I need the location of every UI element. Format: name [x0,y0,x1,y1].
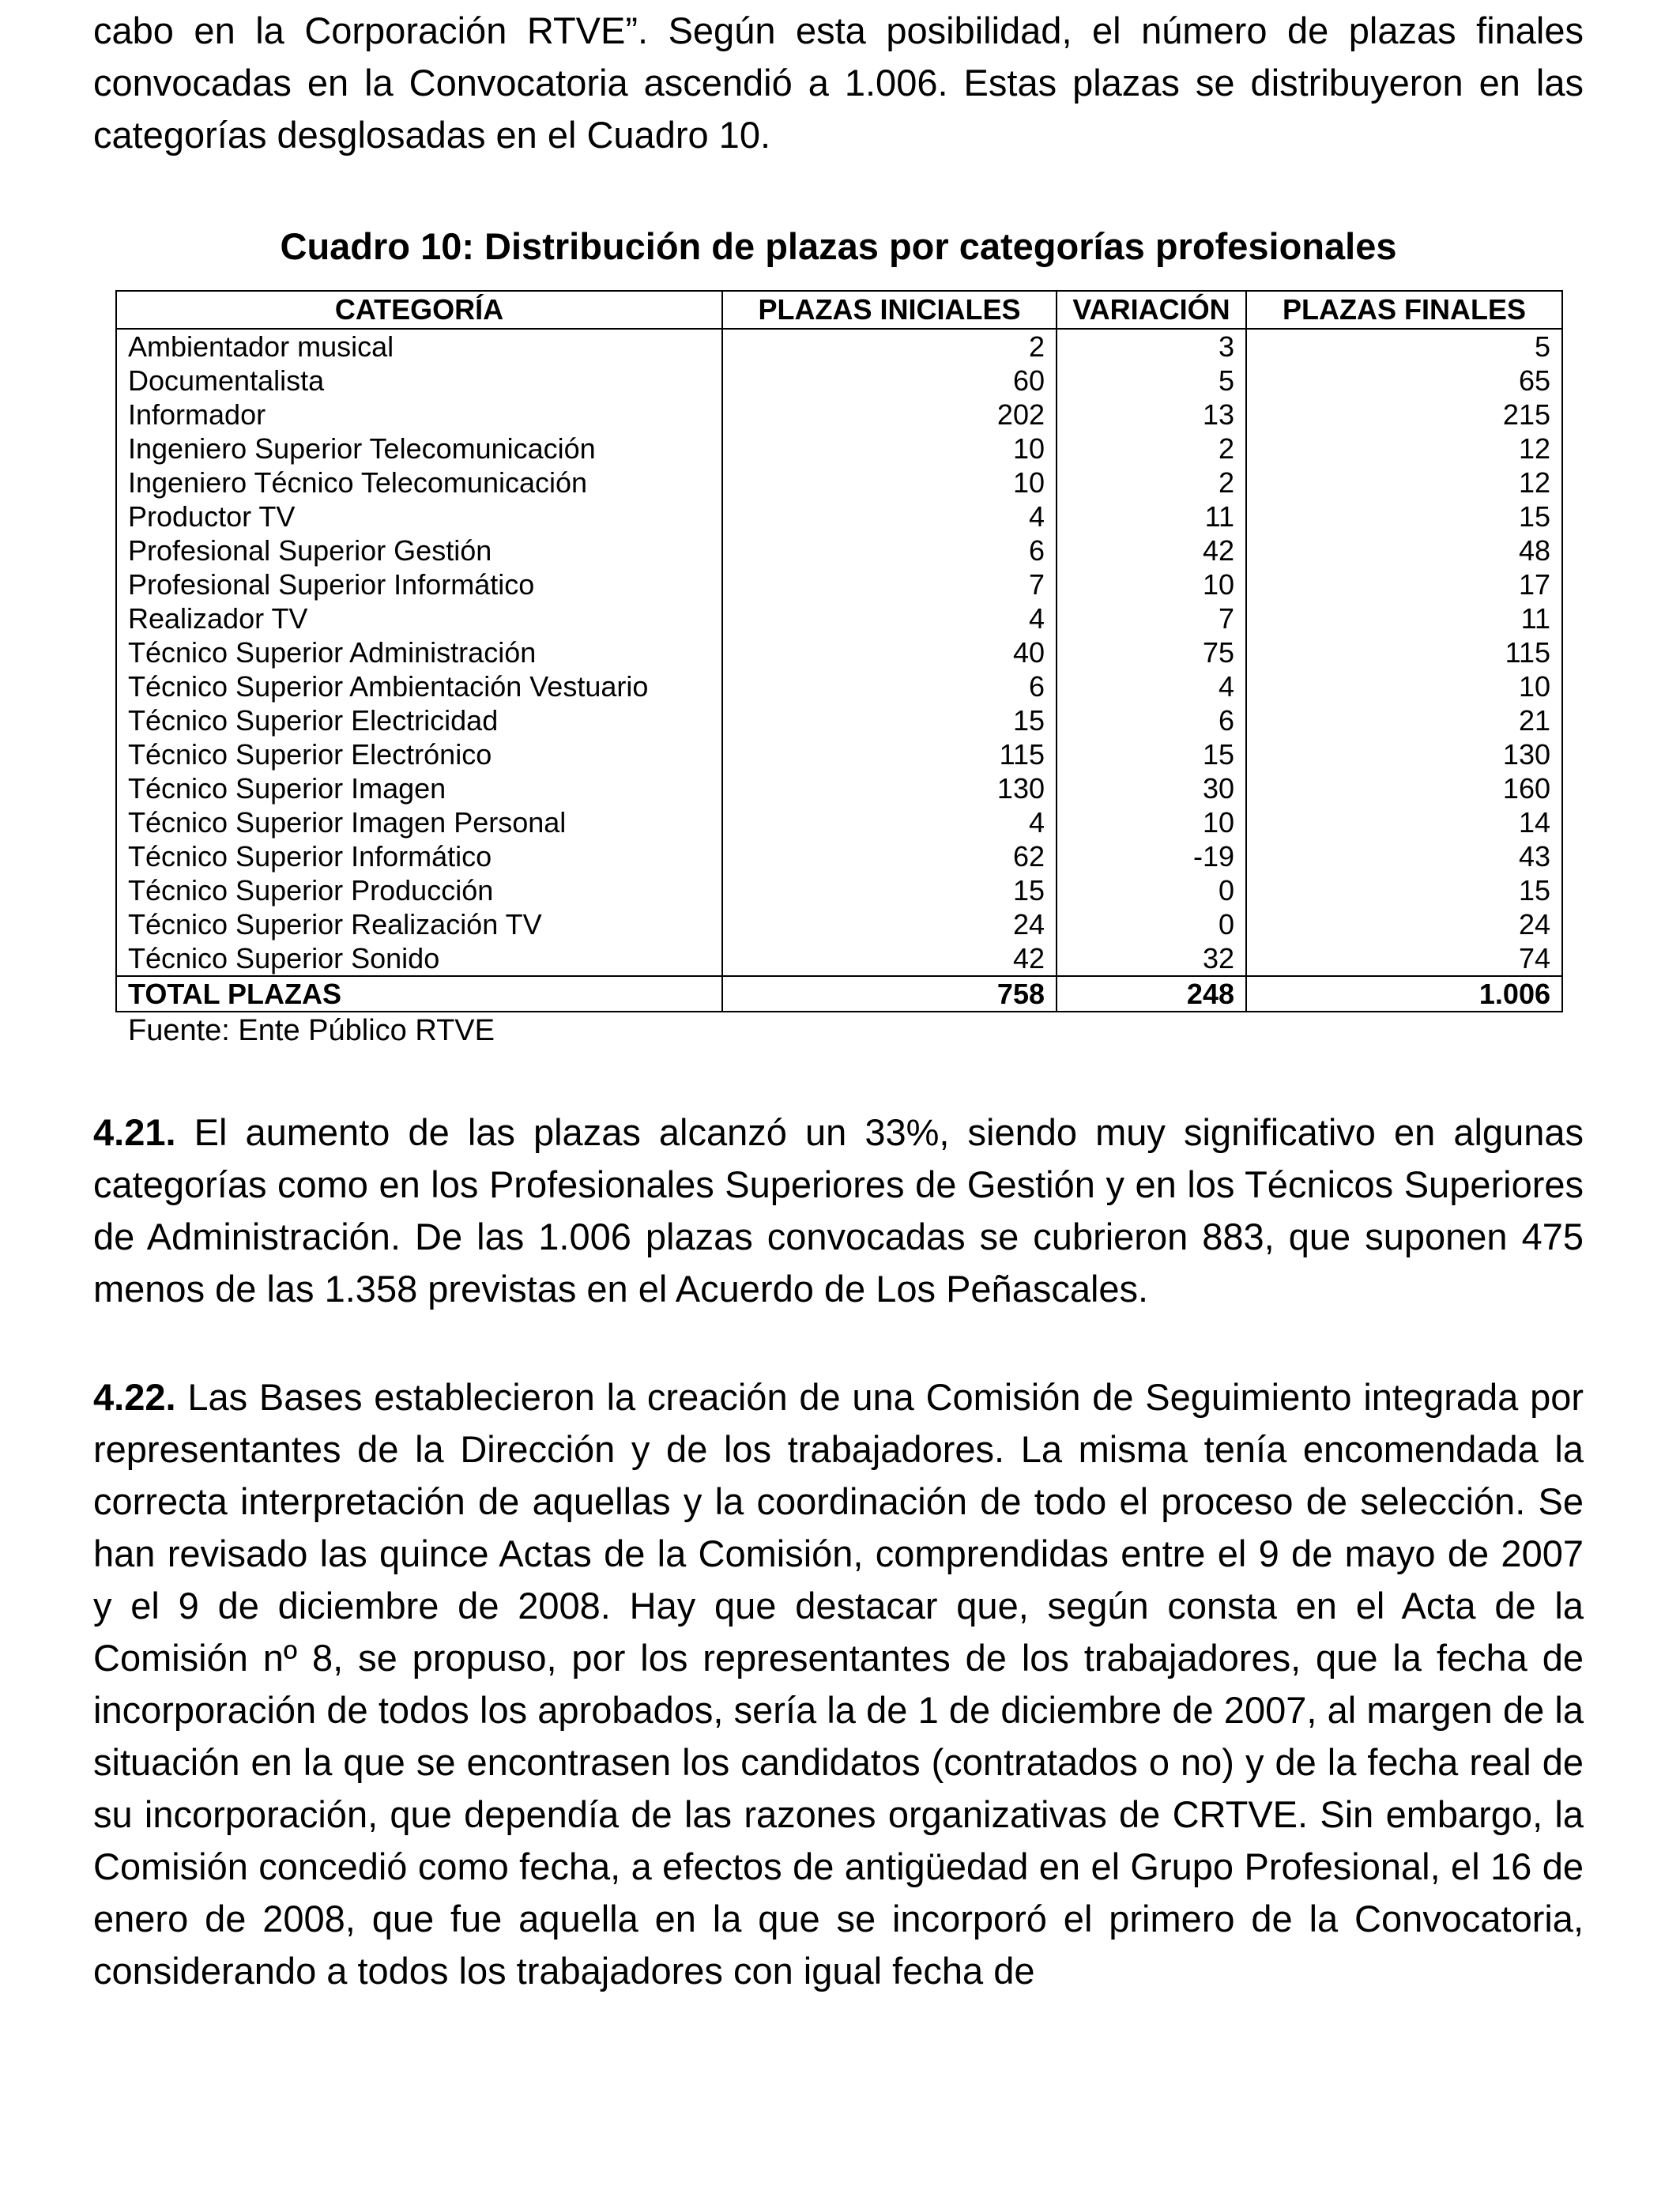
cell-plazas-finales: 65 [1246,364,1562,398]
cell-plazas-iniciales: 7 [722,567,1057,601]
cell-plazas-iniciales: 60 [722,364,1057,398]
cell-plazas-iniciales: 10 [722,432,1057,466]
cell-plazas-finales: 10 [1246,669,1562,703]
cell-plazas-iniciales: 6 [722,669,1057,703]
cell-variacion: 30 [1057,771,1246,805]
cell-plazas-finales: 48 [1246,533,1562,567]
table-row [116,907,1562,941]
paragraph-text: El aumento de las plazas alcanzó un 33%, siendo muy significativo en algunas categorías como en los Profesionales Superiores de Gestión y en los Técnicos Superiores de Administración. De las 1.006 plazas convocadas se cubrieron 883, que suponen 475 menos de las 1.358 previstas en el Acuerdo de Los Peñascales. [93,1111,1584,1310]
cell-variacion: 2 [1057,466,1246,499]
cell-plazas-finales: 14 [1246,805,1562,839]
cell-categoria: Ingeniero Superior Telecomunicación [116,432,722,466]
table-body [116,329,1562,976]
cell-variacion: 0 [1057,907,1246,941]
cell-plazas-finales: 12 [1246,466,1562,499]
total-plazas-finales: 1.006 [1246,976,1562,1012]
table-row [116,601,1562,635]
table-row [116,669,1562,703]
cell-plazas-iniciales: 42 [722,941,1057,976]
cell-variacion: 5 [1057,364,1246,398]
table-caption: Cuadro 10: Distribución de plazas por categorías profesionales [280,225,1397,267]
cell-plazas-iniciales: 24 [722,907,1057,941]
cell-plazas-finales: 130 [1246,737,1562,771]
cell-plazas-finales: 160 [1246,771,1562,805]
cell-categoria: Técnico Superior Electricidad [116,703,722,737]
header-plazas-finales: PLAZAS FINALES [1246,291,1562,329]
table-row [116,805,1562,839]
cell-categoria: Realizador TV [116,601,722,635]
paragraph-number: 4.22. [93,1376,176,1418]
table-row [116,567,1562,601]
cell-plazas-iniciales: 4 [722,805,1057,839]
cell-categoria: Técnico Superior Electrónico [116,737,722,771]
cell-variacion: -19 [1057,839,1246,873]
cell-plazas-iniciales: 2 [722,329,1057,364]
cell-plazas-finales: 12 [1246,432,1562,466]
table-row [116,364,1562,398]
table-header-row [116,291,1562,329]
cell-variacion: 7 [1057,601,1246,635]
cell-variacion: 32 [1057,941,1246,976]
cell-plazas-iniciales: 115 [722,737,1057,771]
cell-plazas-finales: 43 [1246,839,1562,873]
cell-variacion: 15 [1057,737,1246,771]
cell-plazas-finales: 5 [1246,329,1562,364]
cell-variacion: 13 [1057,398,1246,432]
cell-plazas-finales: 115 [1246,635,1562,669]
cell-categoria: Ambientador musical [116,329,722,364]
cell-plazas-iniciales: 62 [722,839,1057,873]
cell-plazas-finales: 74 [1246,941,1562,976]
cell-categoria: Técnico Superior Realización TV [116,907,722,941]
table-row [116,466,1562,499]
table-row [116,329,1562,364]
table-row [116,703,1562,737]
table-row [116,873,1562,907]
cell-plazas-iniciales: 202 [722,398,1057,432]
cell-plazas-iniciales: 130 [722,771,1057,805]
cell-categoria: Documentalista [116,364,722,398]
total-label: TOTAL PLAZAS [116,976,722,1012]
cell-plazas-finales: 17 [1246,567,1562,601]
cell-plazas-finales: 215 [1246,398,1562,432]
table-source: Fuente: Ente Público RTVE [128,1014,495,1047]
cell-categoria: Técnico Superior Ambientación Vestuario [116,669,722,703]
table-row [116,737,1562,771]
cell-categoria: Técnico Superior Administración [116,635,722,669]
table-row [116,839,1562,873]
header-variacion: VARIACIÓN [1057,291,1246,329]
cell-plazas-finales: 21 [1246,703,1562,737]
intro-paragraph: cabo en la Corporación RTVE”. Según esta posibilidad, el número de plazas finales convocadas en la Convocatoria ascendió a 1.006. Estas plazas se distribuyeron en las categorías desglosadas en el Cuadro 10. [93,9,1584,156]
table-total-row [116,976,1562,1012]
cell-plazas-iniciales: 15 [722,703,1057,737]
table-row [116,533,1562,567]
cell-plazas-iniciales: 4 [722,499,1057,533]
cell-variacion: 0 [1057,873,1246,907]
cell-variacion: 10 [1057,805,1246,839]
cell-variacion: 3 [1057,329,1246,364]
table-row [116,941,1562,976]
cell-categoria: Técnico Superior Imagen [116,771,722,805]
table-row [116,432,1562,466]
cell-categoria: Ingeniero Técnico Telecomunicación [116,466,722,499]
total-variacion: 248 [1057,976,1246,1012]
paragraph-4-22 [93,1371,1584,1997]
cell-categoria: Técnico Superior Imagen Personal [116,805,722,839]
cell-plazas-iniciales: 15 [722,873,1057,907]
total-plazas-iniciales: 758 [722,976,1057,1012]
paragraph-text: Las Bases establecieron la creación de una Comisión de Seguimiento integrada por representantes de la Dirección y de los trabajadores. La misma tenía encomendada la correcta interpretación de aquellas y la coordinación de todo el proceso de selección. Se han revisado las quince Actas de la Comisión, comprendidas entre el 9 de mayo de 2007 y el 9 de diciembre de 2008. Hay que destacar que, según consta en el Acta de la Comisión nº 8, se propuso, por los representantes de los trabajadores, que la fecha de incorporación de todos los aprobados, sería la de 1 de diciembre de 2007, al margen de la situación en la que se encontrasen los candidatos (contratados o no) y de la fecha real de su incorporación, que dependía de las razones organizativas de CRTVE. Sin embargo, la Comisión concedió como fecha, a efectos de antigüedad en el Grupo Profesional, el 16 de enero de 2008, que fue aquella en la que se incorporó el primero de la Convocatoria, considerando a todos los trabajadores con igual fecha de [93,1376,1584,1992]
cell-plazas-iniciales: 40 [722,635,1057,669]
positions-table [115,290,1563,1012]
cell-plazas-finales: 15 [1246,873,1562,907]
cell-categoria: Profesional Superior Informático [116,567,722,601]
cell-variacion: 2 [1057,432,1246,466]
cell-variacion: 42 [1057,533,1246,567]
cell-plazas-finales: 24 [1246,907,1562,941]
table-row [116,398,1562,432]
cell-plazas-iniciales: 6 [722,533,1057,567]
cell-variacion: 11 [1057,499,1246,533]
table-row [116,635,1562,669]
cell-categoria: Técnico Superior Producción [116,873,722,907]
cell-categoria: Profesional Superior Gestión [116,533,722,567]
cell-categoria: Productor TV [116,499,722,533]
paragraph-number: 4.21. [93,1111,176,1153]
cell-variacion: 75 [1057,635,1246,669]
cell-categoria: Informador [116,398,722,432]
header-plazas-iniciales: PLAZAS INICIALES [722,291,1057,329]
table-container [115,290,1561,1012]
cell-variacion: 10 [1057,567,1246,601]
table-row [116,499,1562,533]
cell-plazas-finales: 11 [1246,601,1562,635]
header-categoria: CATEGORÍA [116,291,722,329]
cell-plazas-iniciales: 4 [722,601,1057,635]
cell-variacion: 6 [1057,703,1246,737]
cell-variacion: 4 [1057,669,1246,703]
cell-categoria: Técnico Superior Sonido [116,941,722,976]
cell-categoria: Técnico Superior Informático [116,839,722,873]
cell-plazas-finales: 15 [1246,499,1562,533]
paragraph-4-21 [93,1106,1584,1315]
cell-plazas-iniciales: 10 [722,466,1057,499]
table-row [116,771,1562,805]
